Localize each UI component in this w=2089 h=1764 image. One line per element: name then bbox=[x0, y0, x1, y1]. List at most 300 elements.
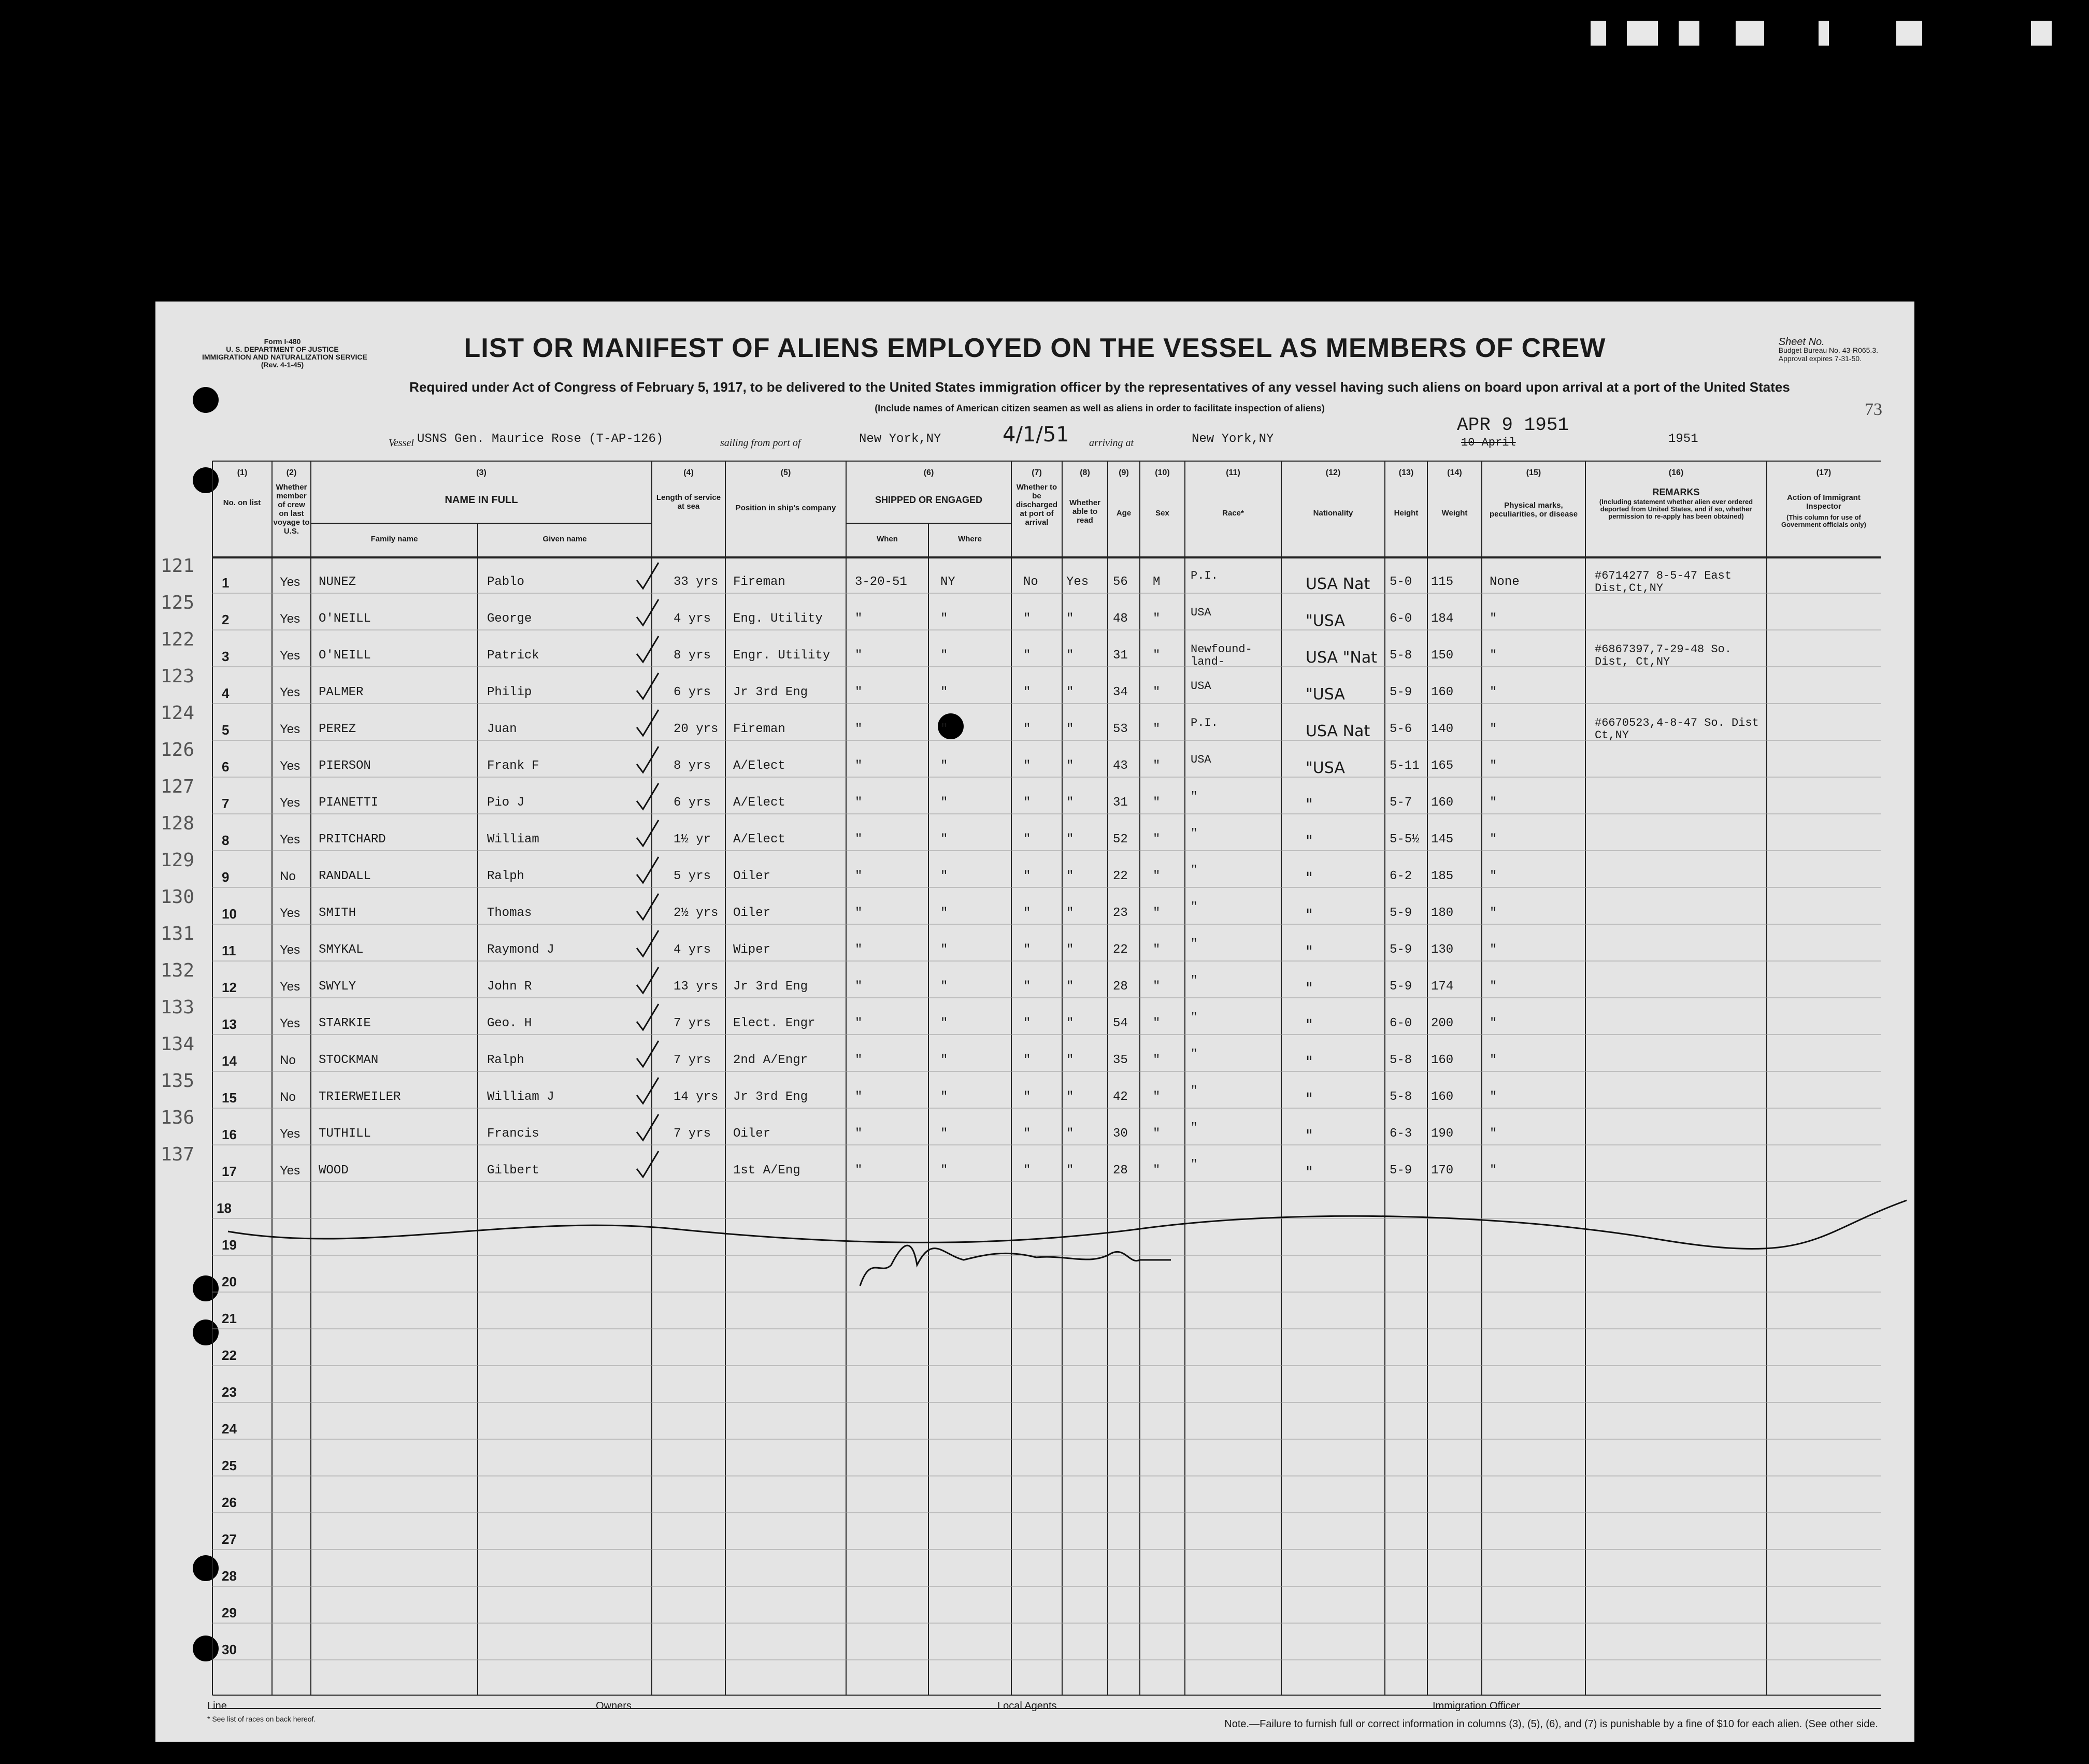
crew-member-last-voyage: Yes bbox=[280, 1016, 301, 1030]
line-number: 13 bbox=[222, 1016, 237, 1032]
position: Jr 3rd Eng bbox=[733, 685, 808, 699]
header-age: Age bbox=[1116, 509, 1132, 518]
col-17-number: (17) bbox=[1816, 468, 1832, 477]
shipped-when: " bbox=[855, 980, 863, 994]
given-name: Ralph bbox=[487, 1053, 525, 1067]
col-8-number: (8) bbox=[1080, 468, 1090, 477]
able-to-read: " bbox=[1066, 1016, 1074, 1030]
given-name: George bbox=[487, 612, 532, 626]
weight: 180 bbox=[1431, 906, 1454, 920]
sex: " bbox=[1153, 1164, 1161, 1178]
nationality: USA Nat bbox=[1306, 722, 1370, 740]
family-name: TRIERWEILER bbox=[319, 1090, 401, 1104]
list-sequence-number: 121 bbox=[161, 555, 195, 577]
check-mark-icon bbox=[635, 1149, 661, 1183]
crew-member-last-voyage: Yes bbox=[280, 906, 301, 920]
physical-marks: " bbox=[1490, 869, 1497, 883]
able-to-read: Yes bbox=[1066, 575, 1089, 589]
header-family-name: Family name bbox=[370, 535, 418, 543]
able-to-read: " bbox=[1066, 612, 1074, 626]
shipped-where: " bbox=[940, 1016, 948, 1030]
shipped-where: " bbox=[940, 1053, 948, 1067]
check-mark-icon bbox=[635, 818, 661, 852]
crew-member-last-voyage: Yes bbox=[280, 980, 301, 994]
physical-marks: " bbox=[1490, 759, 1497, 773]
weight: 130 bbox=[1431, 943, 1454, 957]
able-to-read: " bbox=[1066, 1164, 1074, 1178]
col-3-number: (3) bbox=[476, 468, 487, 477]
length-of-service: 7 yrs bbox=[674, 1127, 711, 1141]
header-name-in-full: NAME IN FULL bbox=[445, 494, 518, 506]
header-remarks: REMARKS bbox=[1652, 487, 1700, 497]
check-mark-icon bbox=[635, 892, 661, 925]
shipped-where: " bbox=[940, 869, 948, 883]
shipped-when: " bbox=[855, 1127, 863, 1141]
race: USA bbox=[1191, 753, 1211, 766]
header-able-to-read: Whether able to read bbox=[1069, 498, 1100, 525]
table-row bbox=[155, 886, 1914, 924]
nationality: " bbox=[1306, 1090, 1313, 1108]
list-sequence-number: 128 bbox=[161, 813, 195, 834]
race: USA bbox=[1191, 680, 1211, 693]
weight: 160 bbox=[1431, 1053, 1454, 1067]
remarks: #6714277 8-5-47 East Dist,Ct,NY bbox=[1595, 569, 1732, 595]
nationality: "USA bbox=[1306, 685, 1345, 704]
family-name: NUNEZ bbox=[319, 575, 356, 589]
race: USA bbox=[1191, 606, 1211, 619]
shipped-when: " bbox=[855, 649, 863, 663]
shipped-when: " bbox=[855, 833, 863, 847]
line-number: 27 bbox=[222, 1531, 237, 1547]
able-to-read: " bbox=[1066, 685, 1074, 699]
race: Newfound-land- bbox=[1191, 643, 1252, 668]
physical-marks: " bbox=[1490, 1053, 1497, 1067]
check-mark-icon bbox=[635, 965, 661, 999]
weight: 160 bbox=[1431, 1090, 1454, 1104]
col-11-number: (11) bbox=[1226, 468, 1240, 477]
vessel-label: Vessel bbox=[389, 437, 414, 449]
weight: 115 bbox=[1431, 575, 1454, 589]
header-shipped-engaged: SHIPPED OR ENGAGED bbox=[875, 495, 983, 505]
list-sequence-number: 135 bbox=[161, 1070, 195, 1092]
form-number: Form I-480 bbox=[264, 337, 301, 346]
list-sequence-number: 124 bbox=[161, 702, 195, 724]
header-no-on-list: No. on list bbox=[223, 498, 261, 507]
sex: " bbox=[1153, 943, 1161, 957]
penalty-note: Note.—Failure to furnish full or correct information in columns (3), (5), (6), and (7) is punishable by a fine of $10 for each alien. (See other side. bbox=[1224, 1718, 1878, 1730]
table-row bbox=[155, 960, 1914, 998]
given-name: Pio J bbox=[487, 796, 525, 810]
table-row bbox=[155, 923, 1914, 961]
given-name: William bbox=[487, 833, 539, 847]
sheet-number: 73 bbox=[1865, 400, 1882, 419]
header-race: Race* bbox=[1222, 509, 1244, 518]
nationality: " bbox=[1306, 980, 1313, 998]
position: Jr 3rd Eng bbox=[733, 1090, 808, 1104]
length-of-service: 4 yrs bbox=[674, 943, 711, 957]
race: " bbox=[1191, 937, 1198, 950]
age: 31 bbox=[1113, 796, 1128, 810]
shipped-when: 3-20-51 bbox=[855, 575, 907, 589]
service-name: IMMIGRATION AND NATURALIZATION SERVICE bbox=[202, 353, 367, 361]
line-number: 26 bbox=[222, 1495, 237, 1510]
age: 30 bbox=[1113, 1127, 1128, 1141]
age: 28 bbox=[1113, 980, 1128, 994]
race: " bbox=[1191, 1121, 1198, 1134]
shipped-where: " bbox=[940, 1164, 948, 1178]
check-mark-icon bbox=[635, 561, 661, 594]
line-number: 2 bbox=[222, 612, 230, 627]
header-inspector-action: Action of Immigrant Inspector bbox=[1787, 493, 1861, 511]
header-remarks-note: (Including statement whether alien ever ordered deported from United States, and if so, whether permission to re-apply has been obtained) bbox=[1599, 498, 1753, 520]
age: 42 bbox=[1113, 1090, 1128, 1104]
check-mark-icon bbox=[635, 671, 661, 705]
weight: 174 bbox=[1431, 980, 1454, 994]
crew-member-last-voyage: No bbox=[280, 1090, 296, 1104]
weight: 165 bbox=[1431, 759, 1454, 773]
physical-marks: None bbox=[1490, 575, 1520, 589]
header-discharged: Whether to be discharged at port of arrival bbox=[1015, 483, 1058, 527]
col-10-number: (10) bbox=[1155, 468, 1170, 477]
nationality: " bbox=[1306, 906, 1313, 924]
list-sequence-number: 134 bbox=[161, 1034, 195, 1055]
length-of-service: 33 yrs bbox=[674, 575, 719, 589]
shipped-when: " bbox=[855, 869, 863, 883]
line-number: 1 bbox=[222, 575, 230, 591]
family-name: TUTHILL bbox=[319, 1127, 371, 1141]
family-name: SWYLY bbox=[319, 980, 356, 994]
physical-marks: " bbox=[1490, 722, 1497, 736]
sailing-port: New York,NY bbox=[859, 432, 941, 446]
sailing-label: sailing from port of bbox=[720, 437, 801, 449]
revision-date: (Rev. 4-1-45) bbox=[261, 361, 304, 369]
list-sequence-number: 125 bbox=[161, 592, 195, 613]
table-row bbox=[155, 997, 1914, 1035]
weight: 150 bbox=[1431, 649, 1454, 663]
physical-marks: " bbox=[1490, 1127, 1497, 1141]
shipped-when: " bbox=[855, 796, 863, 810]
weight: 160 bbox=[1431, 685, 1454, 699]
shipped-where: " bbox=[940, 1127, 948, 1141]
header-nationality: Nationality bbox=[1313, 509, 1353, 518]
footer-owners-label: Owners bbox=[596, 1700, 632, 1712]
sailing-date: 4/1/51 bbox=[1003, 423, 1069, 447]
length-of-service: 2½ yrs bbox=[674, 906, 719, 920]
physical-marks: " bbox=[1490, 980, 1497, 994]
header-position: Position in ship's company bbox=[735, 504, 836, 512]
discharged: " bbox=[1023, 869, 1031, 883]
table-row bbox=[155, 592, 1914, 630]
length-of-service: 6 yrs bbox=[674, 796, 711, 810]
race: " bbox=[1191, 864, 1198, 877]
physical-marks: " bbox=[1490, 943, 1497, 957]
length-of-service: 8 yrs bbox=[674, 759, 711, 773]
discharged: " bbox=[1023, 1053, 1031, 1067]
age: 22 bbox=[1113, 943, 1128, 957]
able-to-read: " bbox=[1066, 759, 1074, 773]
line-number: 5 bbox=[222, 722, 230, 738]
shipped-where: " bbox=[940, 906, 948, 920]
able-to-read: " bbox=[1066, 649, 1074, 663]
family-name: PEREZ bbox=[319, 722, 356, 736]
race: " bbox=[1191, 1011, 1198, 1024]
physical-marks: " bbox=[1490, 1090, 1497, 1104]
length-of-service: 7 yrs bbox=[674, 1016, 711, 1030]
check-mark-icon bbox=[635, 1039, 661, 1072]
nationality: " bbox=[1306, 1053, 1313, 1071]
position: Oiler bbox=[733, 906, 771, 920]
race: " bbox=[1191, 1048, 1198, 1060]
line-number: 30 bbox=[222, 1642, 237, 1657]
nationality: " bbox=[1306, 1016, 1313, 1035]
crew-member-last-voyage: Yes bbox=[280, 685, 301, 699]
check-mark-icon bbox=[635, 1075, 661, 1109]
shipped-where: " bbox=[940, 796, 948, 810]
col-9-number: (9) bbox=[1119, 468, 1129, 477]
age: 23 bbox=[1113, 906, 1128, 920]
remarks: #6867397,7-29-48 So. Dist, Ct,NY bbox=[1595, 643, 1732, 668]
footer-local-agents-label: Local Agents bbox=[997, 1700, 1057, 1712]
sex: " bbox=[1153, 869, 1161, 883]
physical-marks: " bbox=[1490, 649, 1497, 663]
height: 6-0 bbox=[1390, 612, 1412, 626]
nationality: " bbox=[1306, 943, 1313, 961]
length-of-service: 6 yrs bbox=[674, 685, 711, 699]
line-number: 3 bbox=[222, 649, 230, 664]
crew-member-last-voyage: Yes bbox=[280, 943, 301, 957]
height: 5-9 bbox=[1390, 1164, 1412, 1178]
discharged: " bbox=[1023, 1127, 1031, 1141]
col-13-number: (13) bbox=[1398, 468, 1414, 477]
weight: 185 bbox=[1431, 869, 1454, 883]
discharged: " bbox=[1023, 612, 1031, 626]
arrival-date-struck: 10 April bbox=[1461, 436, 1516, 449]
header-height: Height bbox=[1394, 509, 1419, 518]
length-of-service: 20 yrs bbox=[674, 722, 719, 736]
list-sequence-number: 137 bbox=[161, 1144, 195, 1165]
position: 2nd A/Engr bbox=[733, 1053, 808, 1067]
crew-member-last-voyage: Yes bbox=[280, 612, 301, 626]
position: Oiler bbox=[733, 1127, 771, 1141]
shipped-when: " bbox=[855, 612, 863, 626]
table-row bbox=[155, 776, 1914, 814]
length-of-service: 1½ yr bbox=[674, 833, 711, 847]
list-sequence-number: 136 bbox=[161, 1107, 195, 1128]
line-number: 20 bbox=[222, 1274, 237, 1289]
crew-member-last-voyage: Yes bbox=[280, 575, 301, 589]
col-12-number: (12) bbox=[1325, 468, 1341, 477]
age: 35 bbox=[1113, 1053, 1128, 1067]
able-to-read: " bbox=[1066, 869, 1074, 883]
able-to-read: " bbox=[1066, 1127, 1074, 1141]
height: 5-8 bbox=[1390, 1090, 1412, 1104]
table-row bbox=[155, 739, 1914, 777]
given-name: Francis bbox=[487, 1127, 539, 1141]
line-number: 14 bbox=[222, 1053, 237, 1069]
list-sequence-number: 127 bbox=[161, 776, 195, 797]
crew-member-last-voyage: Yes bbox=[280, 833, 301, 847]
height: 5-6 bbox=[1390, 722, 1412, 736]
crew-member-last-voyage: Yes bbox=[280, 759, 301, 773]
nationality: " bbox=[1306, 869, 1313, 887]
shipped-where: " bbox=[940, 980, 948, 994]
nationality: " bbox=[1306, 1127, 1313, 1145]
list-sequence-number: 129 bbox=[161, 850, 195, 871]
line-number: 11 bbox=[222, 943, 236, 958]
length-of-service: 14 yrs bbox=[674, 1090, 719, 1104]
age: 52 bbox=[1113, 833, 1128, 847]
discharged: " bbox=[1023, 796, 1031, 810]
family-name: PIERSON bbox=[319, 759, 371, 773]
vessel-name: USNS Gen. Maurice Rose (T-AP-126) bbox=[417, 432, 664, 446]
height: 5-9 bbox=[1390, 943, 1412, 957]
physical-marks: " bbox=[1490, 1016, 1497, 1030]
table-row bbox=[155, 1034, 1914, 1071]
shipped-where: " bbox=[940, 649, 948, 663]
discharged: " bbox=[1023, 943, 1031, 957]
table-row bbox=[155, 1144, 1914, 1182]
col-5-number: (5) bbox=[780, 468, 791, 477]
age: 34 bbox=[1113, 685, 1128, 699]
discharged: " bbox=[1023, 722, 1031, 736]
line-number: 12 bbox=[222, 980, 237, 995]
length-of-service: 13 yrs bbox=[674, 980, 719, 994]
department-name: U. S. DEPARTMENT OF JUSTICE bbox=[226, 345, 339, 353]
race: " bbox=[1191, 974, 1198, 987]
age: 53 bbox=[1113, 722, 1128, 736]
shipped-when: " bbox=[855, 943, 863, 957]
sheet-no-label: Sheet No. bbox=[1778, 336, 1825, 348]
nationality: " bbox=[1306, 833, 1313, 851]
position: A/Elect bbox=[733, 833, 785, 847]
check-mark-icon bbox=[635, 855, 661, 888]
discharged: " bbox=[1023, 1164, 1031, 1178]
col-4-number: (4) bbox=[683, 468, 694, 477]
shipped-when: " bbox=[855, 906, 863, 920]
given-name: William J bbox=[487, 1090, 554, 1104]
family-name: PIANETTI bbox=[319, 796, 379, 810]
table-row bbox=[155, 702, 1914, 742]
weight: 170 bbox=[1431, 1164, 1454, 1178]
given-name: Geo. H bbox=[487, 1016, 532, 1030]
height: 6-0 bbox=[1390, 1016, 1412, 1030]
header-sex: Sex bbox=[1155, 509, 1169, 518]
nationality: "USA bbox=[1306, 759, 1345, 777]
given-name: Patrick bbox=[487, 649, 539, 663]
race: " bbox=[1191, 1084, 1198, 1097]
col-7-number: (7) bbox=[1032, 468, 1042, 477]
col-1-number: (1) bbox=[237, 468, 248, 477]
sex: " bbox=[1153, 1053, 1161, 1067]
line-number: 25 bbox=[222, 1458, 237, 1473]
length-of-service: 4 yrs bbox=[674, 612, 711, 626]
shipped-where: " bbox=[940, 612, 948, 626]
line-number: 15 bbox=[222, 1090, 237, 1106]
age: 54 bbox=[1113, 1016, 1128, 1030]
shipped-when: " bbox=[855, 1053, 863, 1067]
given-name: Frank F bbox=[487, 759, 539, 773]
footer-immigration-officer-label: Immigration Officer bbox=[1433, 1700, 1520, 1712]
position: 1st A/Eng bbox=[733, 1164, 800, 1178]
age: 22 bbox=[1113, 869, 1128, 883]
manifest-sheet bbox=[155, 302, 1914, 1742]
discharged: " bbox=[1023, 906, 1031, 920]
height: 5-5½ bbox=[1390, 833, 1420, 847]
check-mark-icon bbox=[635, 634, 661, 668]
footer-line-label: Line bbox=[207, 1700, 227, 1712]
list-sequence-number: 126 bbox=[161, 739, 195, 761]
list-sequence-number: 123 bbox=[161, 666, 195, 687]
races-footnote: * See list of races on back hereof. bbox=[207, 1715, 316, 1723]
able-to-read: " bbox=[1066, 1053, 1074, 1067]
shipped-when: " bbox=[855, 685, 863, 699]
shipped-when: " bbox=[855, 759, 863, 773]
family-name: O'NEILL bbox=[319, 612, 371, 626]
check-mark-icon bbox=[635, 928, 661, 962]
sex: M bbox=[1153, 575, 1161, 589]
family-name: SMYKAL bbox=[319, 943, 364, 957]
check-mark-icon bbox=[635, 781, 661, 815]
check-mark-icon bbox=[635, 744, 661, 778]
line-number: 4 bbox=[222, 685, 230, 701]
position: Engr. Utility bbox=[733, 649, 831, 663]
race: P.I. bbox=[1191, 716, 1218, 729]
given-name: Gilbert bbox=[487, 1164, 539, 1178]
table-row bbox=[155, 813, 1914, 851]
act-note: (Include names of American citizen seamen as well as aliens in order to facilitate inspection of aliens) bbox=[875, 403, 1325, 413]
line-number: 10 bbox=[222, 906, 237, 922]
given-name: Ralph bbox=[487, 869, 525, 883]
discharged: " bbox=[1023, 980, 1031, 994]
crew-member-last-voyage: No bbox=[280, 869, 296, 883]
position: Eng. Utility bbox=[733, 612, 823, 626]
given-name: Pablo bbox=[487, 575, 525, 589]
sex: " bbox=[1153, 722, 1161, 736]
length-of-service: 8 yrs bbox=[674, 649, 711, 663]
line-number: 17 bbox=[222, 1164, 237, 1179]
act-statement: Required under Act of Congress of February 5, 1917, to be delivered to the United States immigration officer by the representatives of any vessel having such aliens on board upon arrival at a port of the United States bbox=[409, 379, 1790, 395]
sex: " bbox=[1153, 612, 1161, 626]
crew-member-last-voyage: Yes bbox=[280, 722, 301, 736]
shipped-when: " bbox=[855, 722, 863, 736]
able-to-read: " bbox=[1066, 1090, 1074, 1104]
film-edge-marks bbox=[1585, 21, 2089, 47]
line-number: 16 bbox=[222, 1127, 237, 1142]
line-number: 8 bbox=[222, 833, 230, 848]
family-name: SMITH bbox=[319, 906, 356, 920]
line-number: 19 bbox=[222, 1237, 237, 1253]
position: Elect. Engr bbox=[733, 1016, 815, 1030]
physical-marks: " bbox=[1490, 612, 1497, 626]
age: 28 bbox=[1113, 1164, 1128, 1178]
age: 43 bbox=[1113, 759, 1128, 773]
nationality: " bbox=[1306, 1164, 1313, 1182]
check-mark-icon bbox=[635, 1112, 661, 1146]
arriving-label: arriving at bbox=[1089, 437, 1134, 449]
race: " bbox=[1191, 827, 1198, 840]
arriving-port: New York,NY bbox=[1192, 432, 1274, 446]
sex: " bbox=[1153, 796, 1161, 810]
age: 48 bbox=[1113, 612, 1128, 626]
sex: " bbox=[1153, 906, 1161, 920]
position: Fireman bbox=[733, 722, 785, 736]
shipped-when: " bbox=[855, 1016, 863, 1030]
header-crew-last-voyage: Whether member of crew on last voyage to U.S. bbox=[273, 483, 310, 536]
shipped-where: " bbox=[940, 722, 948, 736]
weight: 184 bbox=[1431, 612, 1454, 626]
table-row bbox=[155, 1070, 1914, 1108]
able-to-read: " bbox=[1066, 906, 1074, 920]
